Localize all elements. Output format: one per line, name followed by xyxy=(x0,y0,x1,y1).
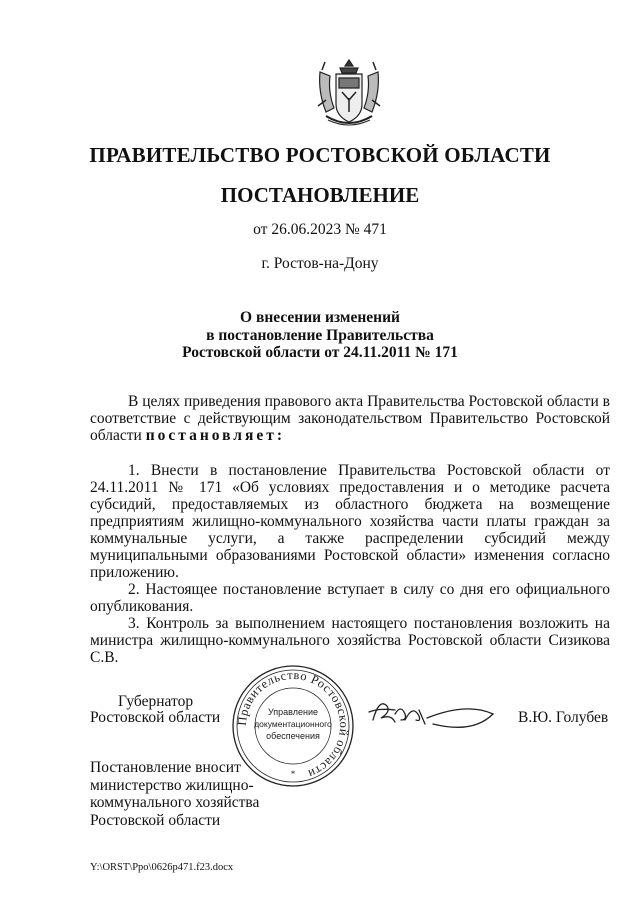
document-date-number: от 26.06.2023 № 471 xyxy=(253,221,387,238)
subject-line: О внесении изменений xyxy=(240,309,400,326)
signatory-title: Губернатор xyxy=(118,693,194,710)
decree-item: 3. Контроль за выполнением настоящего постановления возложить на министра жилищно-коммунального хозяйства Ростовской области Сизикова С.В. xyxy=(90,615,610,666)
submitted-by-line: министерство жилищно- xyxy=(90,776,254,794)
decree-items xyxy=(90,462,610,666)
decree-word: постановляет: xyxy=(145,427,286,444)
submitted-by-line: коммунального хозяйства xyxy=(90,794,260,811)
preamble xyxy=(90,393,610,444)
decree-item: 1. Внести в постановление Правительства Ростовской области от 24.11.2011 № 171 «Об условиях предоставления и о методике расчета субсидий, предоставляемых из областного бюджета на возмещение предприятиям жилищно-коммунального хозяйства части платы граждан за коммунальные услуги, а также распределении субсидий между муниципальными образованиями Ростовской области» изменения согласно приложению. xyxy=(90,462,610,581)
coat-of-arms-icon xyxy=(316,58,382,130)
submitted-by-line: Ростовской области xyxy=(90,811,221,829)
stamp-center-line: документационного xyxy=(254,719,332,729)
submitted-by-line: Постановление вносит xyxy=(90,759,241,776)
stamp-center-line: Управление xyxy=(267,707,319,717)
document-subject xyxy=(0,309,640,362)
stamp-ring-text: Правительство Ростовской области xyxy=(234,667,352,782)
stamp-star-icon: * xyxy=(290,769,296,779)
decree-item: 2. Настоящее постановление вступает в силу со дня его официального опубликования. xyxy=(90,581,610,615)
government-title: ПРАВИТЕЛЬСТВО РОСТОВСКОЙ ОБЛАСТИ xyxy=(89,143,551,167)
handwritten-signature xyxy=(365,690,495,734)
file-path: Y:\ORST\Ppo\0626p471.f23.docx xyxy=(90,862,234,873)
subject-line: в постановление Правительства xyxy=(206,326,434,344)
signatory-name: В.Ю. Голубев xyxy=(518,709,609,726)
document-type: ПОСТАНОВЛЕНИЕ xyxy=(220,183,420,207)
document-city: г. Ростов-на-Дону xyxy=(261,255,379,272)
subject-line: Ростовской области от 24.11.2011 № 171 xyxy=(182,344,458,361)
preamble-text: В целях приведения правового акта Правительства Ростовской области в соответствие с действующим законодательством Правительство Ростовской области xyxy=(90,393,610,444)
submitted-by xyxy=(90,759,259,829)
signatory-region: Ростовской области xyxy=(90,709,221,726)
stamp-center-line: обеспечения xyxy=(266,731,320,741)
